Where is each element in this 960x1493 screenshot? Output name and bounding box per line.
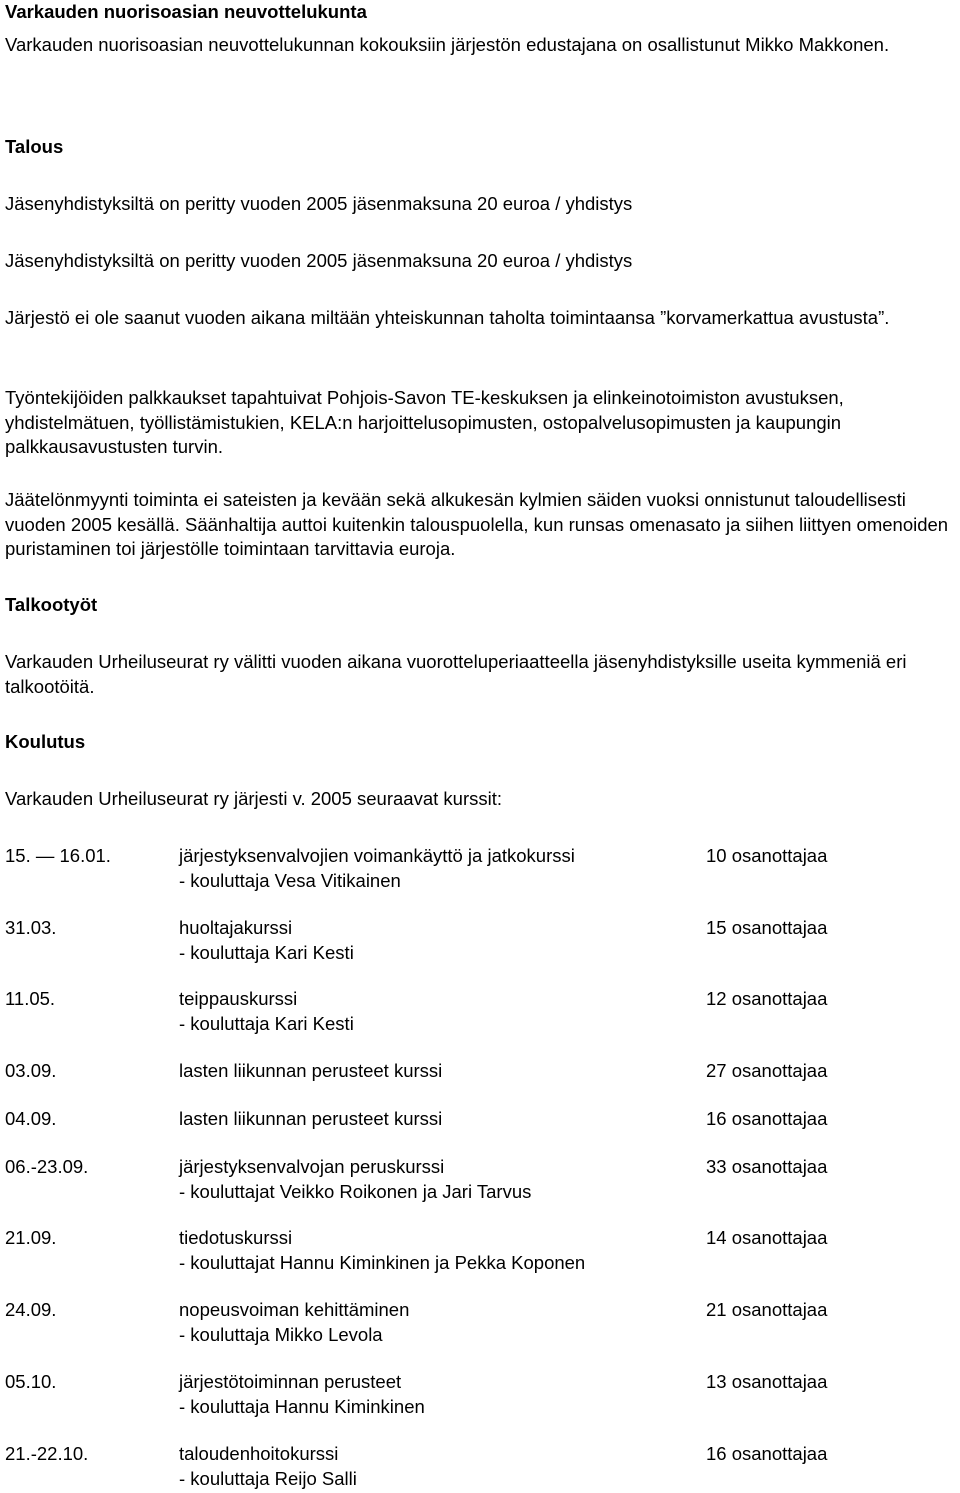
course-name: nopeusvoiman kehittäminen	[179, 1299, 410, 1320]
paragraph-talous-2: Jäsenyhdistyksiltä on peritty vuoden 2005 jäsenmaksuna 20 euroa / yhdistys	[5, 250, 633, 271]
paragraph-talkootyot: Varkauden Urheiluseurat ry välitti vuoden aikana vuorotteluperiaatteella jäsenyhdistyksille useita kymmeniä eri talkootöitä.	[5, 651, 907, 697]
course-item	[5, 844, 955, 894]
course-name: järjestyksenvalvojan peruskurssi	[179, 1156, 445, 1177]
course-item	[5, 916, 955, 966]
course-date: 06.-23.09.	[5, 1156, 89, 1177]
course-trainer: - kouluttaja Hannu Kiminkinen	[179, 1395, 425, 1417]
course-name: taloudenhoitokurssi	[179, 1443, 339, 1464]
course-date: 05.10.	[5, 1371, 57, 1392]
section-heading-talkootyot: Talkootyöt	[5, 594, 98, 615]
course-participant-count: 16 osanottajaa	[706, 1443, 828, 1464]
course-participant-count: 14 osanottajaa	[706, 1227, 828, 1248]
course-participant-count: 16 osanottajaa	[706, 1108, 828, 1129]
course-trainer: - kouluttaja Reijo Salli	[179, 1467, 357, 1489]
course-item	[5, 1226, 955, 1276]
course-participant-count: 12 osanottajaa	[706, 988, 828, 1009]
course-date: 03.09.	[5, 1060, 57, 1081]
course-participant-count: 27 osanottajaa	[706, 1060, 828, 1081]
course-date: 04.09.	[5, 1108, 57, 1129]
course-name: lasten liikunnan perusteet kurssi	[179, 1108, 443, 1129]
course-date: 24.09.	[5, 1299, 57, 1320]
course-name: teippauskurssi	[179, 988, 298, 1009]
paragraph-koulutus-intro: Varkauden Urheiluseurat ry järjesti v. 2005 seuraavat kurssit:	[5, 788, 502, 809]
course-item	[5, 1442, 955, 1492]
course-name: järjestötoiminnan perusteet	[179, 1371, 402, 1392]
course-trainer: - kouluttaja Kari Kesti	[179, 941, 354, 963]
course-trainer: - kouluttaja Mikko Levola	[179, 1323, 383, 1345]
course-item	[5, 1370, 955, 1420]
section-heading-koulutus: Koulutus	[5, 731, 86, 752]
course-name: tiedotuskurssi	[179, 1227, 293, 1248]
course-participant-count: 33 osanottajaa	[706, 1156, 828, 1177]
paragraph-nuorisoasian: Varkauden nuorisoasian neuvottelukunnan kokouksiin järjestön edustajana on osallistunut Mikko Makkonen.	[5, 34, 890, 55]
course-trainer: - kouluttaja Vesa Vitikainen	[179, 869, 401, 891]
section-heading-talous: Talous	[5, 136, 64, 157]
course-participant-count: 15 osanottajaa	[706, 917, 828, 938]
course-name: järjestyksenvalvojien voimankäyttö ja jatkokurssi	[179, 845, 575, 866]
course-trainer: - kouluttaja Kari Kesti	[179, 1012, 354, 1034]
course-date: 21.09.	[5, 1227, 57, 1248]
course-name: lasten liikunnan perusteet kurssi	[179, 1060, 443, 1081]
course-date: 15. — 16.01.	[5, 845, 111, 866]
course-participant-count: 13 osanottajaa	[706, 1371, 828, 1392]
course-participant-count: 10 osanottajaa	[706, 845, 828, 866]
course-name: huoltajakurssi	[179, 917, 293, 938]
paragraph-talous-3: Järjestö ei ole saanut vuoden aikana miltään yhteiskunnan taholta toimintaansa ”korvamerkattua avustusta”.	[5, 307, 890, 328]
paragraph-talous-5: Jäätelönmyynti toiminta ei sateisten ja kevään sekä alkukesän kylmien säiden vuoksi onnistunut taloudellisesti vuoden 2005 kesällä. Säänhaltija auttoi kuitenkin talouspuolella, kun runsas omenasato ja siihen liittyen omenoiden puristaminen toi järjestölle toimintaan tarvittavia euroja.	[5, 489, 949, 559]
paragraph-talous-1: Jäsenyhdistyksiltä on peritty vuoden 2005 jäsenmaksuna 20 euroa / yhdistys	[5, 193, 633, 214]
course-participant-count: 21 osanottajaa	[706, 1299, 828, 1320]
course-date: 31.03.	[5, 917, 57, 938]
course-item	[5, 1059, 955, 1109]
course-trainer: - kouluttajat Veikko Roikonen ja Jari Tarvus	[179, 1180, 532, 1202]
course-date: 21.-22.10.	[5, 1443, 89, 1464]
course-item	[5, 987, 955, 1037]
course-item	[5, 1155, 955, 1205]
section-heading-nuorisoasian: Varkauden nuorisoasian neuvottelukunta	[5, 1, 367, 22]
course-date: 11.05.	[5, 988, 56, 1009]
paragraph-talous-4: Työntekijöiden palkkaukset tapahtuivat Pohjois-Savon TE-keskuksen ja elinkeinotoimiston avustuksen, yhdistelmätuen, työllistämistukien, KELA:n harjoittelusopimusten, ostopalvelusopimusten ja kaupungin palkkausavustusten turvin.	[5, 387, 844, 457]
course-trainer: - kouluttajat Hannu Kiminkinen ja Pekka Koponen	[179, 1251, 586, 1273]
course-item	[5, 1298, 955, 1348]
course-item	[5, 1107, 955, 1157]
